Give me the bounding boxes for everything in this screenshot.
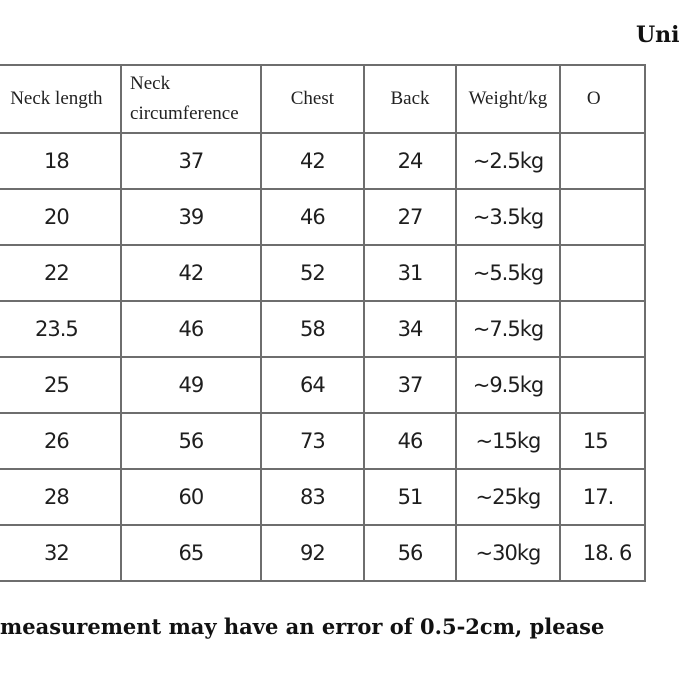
header-neck-circumference-line1: Neck	[130, 73, 171, 94]
cell-neck-length: 23.5	[0, 301, 121, 357]
cell-clipped: 18. 6	[560, 525, 645, 581]
cell-back: 34	[364, 301, 456, 357]
cell-neck-circumference: 60	[121, 469, 261, 525]
cell-neck-circumference: 39	[121, 189, 261, 245]
cell-chest: 52	[261, 245, 364, 301]
header-neck-length: Neck length	[0, 65, 121, 133]
header-neck-circumference	[121, 65, 261, 133]
cell-weight: ~7.5kg	[456, 301, 560, 357]
table-row	[0, 357, 645, 413]
cell-weight: ~15kg	[456, 413, 560, 469]
table-row	[0, 245, 645, 301]
cell-weight: ~3.5kg	[456, 189, 560, 245]
cell-neck-length: 25	[0, 357, 121, 413]
cell-clipped	[560, 245, 645, 301]
cell-neck-circumference: 37	[121, 133, 261, 189]
table-row	[0, 469, 645, 525]
cell-chest: 73	[261, 413, 364, 469]
cell-weight: ~9.5kg	[456, 357, 560, 413]
cell-neck-circumference: 56	[121, 413, 261, 469]
cell-neck-length: 22	[0, 245, 121, 301]
cell-chest: 83	[261, 469, 364, 525]
cell-neck-length: 18	[0, 133, 121, 189]
cell-neck-length: 32	[0, 525, 121, 581]
cell-neck-length: 26	[0, 413, 121, 469]
header-neck-circumference-line2: circumference	[130, 103, 239, 124]
header-back: Back	[364, 65, 456, 133]
table-row	[0, 413, 645, 469]
cell-clipped: 15	[560, 413, 645, 469]
table-row	[0, 301, 645, 357]
header-clipped: O	[560, 65, 645, 133]
cell-weight: ~25kg	[456, 469, 560, 525]
cell-weight: ~5.5kg	[456, 245, 560, 301]
cell-back: 27	[364, 189, 456, 245]
cell-neck-circumference: 46	[121, 301, 261, 357]
table-header-row	[0, 65, 645, 133]
header-chest: Chest	[261, 65, 364, 133]
cell-chest: 42	[261, 133, 364, 189]
cell-clipped	[560, 301, 645, 357]
cell-neck-length: 20	[0, 189, 121, 245]
cell-clipped	[560, 133, 645, 189]
cell-clipped: 17.	[560, 469, 645, 525]
cell-chest: 46	[261, 189, 364, 245]
cell-back: 31	[364, 245, 456, 301]
cell-chest: 92	[261, 525, 364, 581]
cell-weight: ~30kg	[456, 525, 560, 581]
cell-weight: ~2.5kg	[456, 133, 560, 189]
cell-back: 24	[364, 133, 456, 189]
table-row	[0, 133, 645, 189]
cell-neck-length: 28	[0, 469, 121, 525]
cell-back: 51	[364, 469, 456, 525]
cell-back: 37	[364, 357, 456, 413]
cell-back: 56	[364, 525, 456, 581]
cell-clipped	[560, 189, 645, 245]
cell-chest: 58	[261, 301, 364, 357]
unit-label: Uni	[636, 22, 680, 48]
cell-neck-circumference: 49	[121, 357, 261, 413]
cell-back: 46	[364, 413, 456, 469]
header-weight: Weight/kg	[456, 65, 560, 133]
cell-neck-circumference: 65	[121, 525, 261, 581]
table-row	[0, 525, 645, 581]
size-table	[0, 64, 646, 582]
cell-chest: 64	[261, 357, 364, 413]
cell-clipped	[560, 357, 645, 413]
cell-neck-circumference: 42	[121, 245, 261, 301]
measurement-note: measurement may have an error of 0.5-2cm, please	[0, 614, 605, 639]
table-row	[0, 189, 645, 245]
